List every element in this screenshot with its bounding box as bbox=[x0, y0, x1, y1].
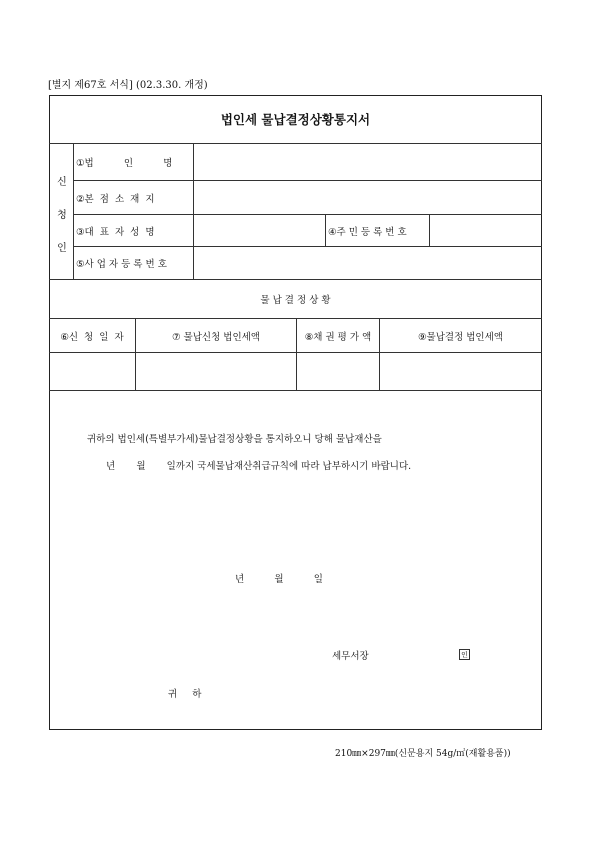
paper-spec-footer: 210㎜×297㎜(신문용지 54g/㎡(재활용품)) bbox=[335, 749, 511, 759]
notice-line-1: 귀하의 법인세(특별부가세)물납결정상황을 통지하오니 당해 물납재산을 bbox=[87, 434, 382, 445]
corp-name-label: ①법 인 명 bbox=[76, 158, 173, 169]
rep-name-label: ③대 표 자 성 명 bbox=[76, 226, 155, 238]
column-header: ⑥신 청 일 자 bbox=[60, 331, 124, 343]
application-date-cell[interactable] bbox=[50, 353, 135, 390]
corp-name-field[interactable] bbox=[194, 144, 541, 180]
column-header: ⑧채 권 평 가 액 bbox=[304, 331, 372, 343]
divider bbox=[49, 390, 542, 391]
column-header: ⑨물납결정 법인세액 bbox=[418, 331, 503, 343]
resident-no-label: ④주 민 등 록 번 호 bbox=[328, 226, 407, 238]
hq-location-field[interactable] bbox=[194, 181, 541, 214]
applicant-label-char: 신 bbox=[57, 177, 67, 188]
divider bbox=[325, 214, 326, 246]
resident-no-field[interactable] bbox=[430, 215, 541, 246]
form-title: 법인세 물납결정상황통지서 bbox=[220, 112, 371, 127]
bond-value-cell[interactable] bbox=[297, 353, 379, 390]
business-no-field[interactable] bbox=[194, 247, 541, 279]
seal-mark: 인 bbox=[459, 649, 470, 660]
applicant-label-char: 인 bbox=[57, 243, 67, 254]
decided-tax-cell[interactable] bbox=[380, 353, 541, 390]
applicant-label-char: 청 bbox=[57, 210, 67, 221]
tax-office-head: 세무서장 bbox=[332, 651, 369, 662]
form-number: [별지 제67호 서식] (02.3.30. 개정) bbox=[48, 80, 208, 91]
column-header: ⑦ 물납신청 법인세액 bbox=[172, 331, 260, 343]
notice-line-2: 년 월 일까지 국세물납재산취급규칙에 따라 납부하시기 바랍니다. bbox=[106, 461, 412, 472]
notice-date: 년 월 일 bbox=[235, 574, 323, 585]
hq-location-label: ②본 점 소 재 지 bbox=[76, 193, 155, 205]
rep-name-field[interactable] bbox=[194, 215, 325, 246]
applied-tax-cell[interactable] bbox=[136, 353, 296, 390]
divider bbox=[73, 143, 74, 279]
status-heading: 물 납 결 정 상 황 bbox=[260, 295, 331, 306]
recipient-label: 귀 하 bbox=[168, 689, 202, 700]
business-no-label: ⑤사 업 자 등 록 번 호 bbox=[76, 259, 167, 270]
